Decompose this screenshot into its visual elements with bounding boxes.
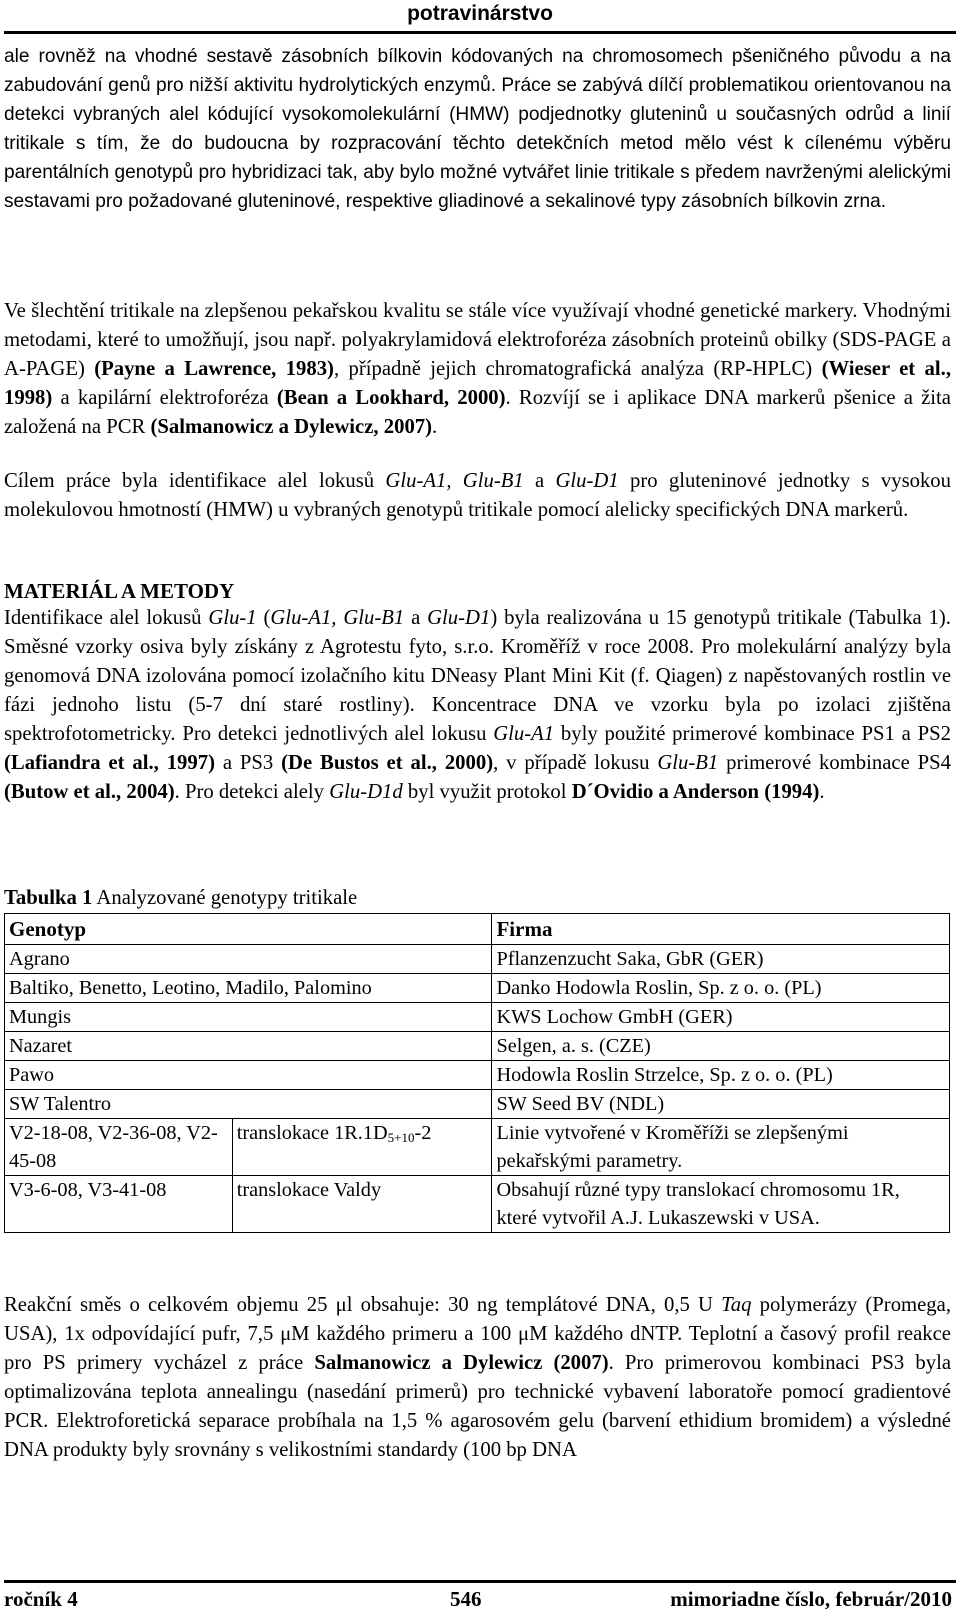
text: Ve šlechtění tritikale na zlepšenou pekařskou kvalitu se stále více využívají vhodné genetické markery. Vhodnými metodami, které to umožňují, jsou např. [4, 300, 951, 351]
text: -2 [414, 1122, 432, 1144]
footer-rule [4, 1580, 956, 1583]
locus: Glu-D1 [427, 607, 491, 629]
cell-genotype: Mungis [5, 1003, 492, 1032]
text: ale rovněž na vhodné sestavě zásobních bílkovin kódovaných na chromosomech pšeničného původu a na zabudování genů pro nižší aktivitu hydrolytických enzymů. [4, 46, 951, 96]
citation: , 1998) [4, 358, 951, 409]
paragraph-markers [4, 297, 951, 442]
table-caption [4, 884, 357, 913]
section-heading-methods: MATERIÁL A METODY [4, 579, 235, 603]
enzyme: Taq [721, 1294, 752, 1316]
table-row [5, 974, 950, 1003]
cell-genotype: Agrano [5, 945, 492, 974]
citation: D´Ovidio a Anderson (1994) [571, 781, 820, 803]
citation: (Butow et al. [4, 781, 117, 803]
locus: Glu-B1 [657, 752, 719, 774]
table-row [5, 1119, 950, 1176]
text: . [819, 781, 825, 803]
cell-genotype: Baltiko, Benetto, Leotino, Madilo, Palomino [5, 974, 492, 1003]
table-label: Tabulka 1 [4, 887, 93, 909]
paragraph-aim [4, 467, 951, 525]
paragraph-pcr [4, 1291, 951, 1465]
genotype-table [4, 913, 950, 1233]
paragraph-intro-1 [4, 42, 951, 216]
table-row [5, 1061, 950, 1090]
citation: , 2000) [431, 752, 494, 774]
text: pro gluteninové jednotky s vysokou molekulovou hmotností (HMW) u vybraných genotypů tritikale pomocí alelicky specifických DNA markerů. [4, 470, 951, 521]
text: primerové kombinace PS4 [718, 752, 951, 774]
citation: , 2004) [116, 781, 175, 803]
column-header-genotype: Genotyp [5, 914, 492, 945]
footer-issue: mimoriadne číslo, február/2010 [670, 1587, 952, 1611]
text: , [446, 470, 463, 492]
citation: (Lafiandra et al. [4, 752, 154, 774]
locus: Glu-1 [208, 607, 257, 629]
cell-genotype: SW Talentro [5, 1090, 492, 1119]
footer-page-number: 546 [450, 1587, 482, 1611]
citation: Salmanowicz a Dylewicz (2007) [314, 1352, 609, 1374]
text: byl využit protokol [402, 781, 572, 803]
text: . Rozvíjí se i aplikace DNA markerů pšenice a žita založená na PCR [4, 387, 951, 438]
table-row [5, 1090, 950, 1119]
locus: Glu-B1 [462, 470, 524, 492]
text: Práce se zabývá dílčí problematikou orientovanou na detekci vybraných alel kódující vysokomolekulární (HMW) podjednotky gluteninů u současných odrůd a linií tritikale s tím, že do budoucna by rozpracování těchto detekčních metod mělo vést k cílenému výběru parentálních genotypů pro hybridizaci tak, aby bylo možné vytvářet linie tritikale s předem navrženými alelickými sestavami pro požadované gluteninové, respektive gliadinové a sekalinové typy zásobních bílkovin zrna. [4, 75, 951, 212]
table-row [5, 1003, 950, 1032]
text: translokace 1R.1D [236, 1122, 388, 1144]
locus: Glu-D1 [555, 470, 619, 492]
citation: (De Bustos et al. [281, 752, 432, 774]
cell-note: translokace Valdy [232, 1176, 492, 1233]
cell-firm: KWS Lochow GmbH (GER) [492, 1003, 950, 1032]
citation: (Salmanowicz a Dylewicz, 2007) [150, 416, 433, 438]
text: a [523, 470, 556, 492]
cell-genotype: V2-18-08, V2-36-08, V2-45-08 [5, 1119, 233, 1176]
citation: (Payne a Lawrence, 1983) [94, 358, 334, 380]
footer-volume: ročník 4 [4, 1587, 78, 1611]
cell-note [232, 1119, 492, 1176]
paragraph-methods [4, 604, 951, 807]
table-row [5, 945, 950, 974]
table-row [5, 1176, 950, 1233]
text: byly použité primerové kombinace PS1 a PS2 [554, 723, 951, 745]
cell-genotype: Pawo [5, 1061, 492, 1090]
table-row [5, 1032, 950, 1061]
allele: Glu-D1d [329, 781, 403, 803]
text: ) byla realizována u 15 genotypů tritikale (Tabulka 1). Směsné vzorky osiva byly získány z Agrotestu fyto, s.r.o. Kroměříž v roce 2008. Pro molekulární analýzy byla genomová DNA izolována pomocí izolačního kitu DNeasy Plant Mini Kit (f. Qiagen) z napěstovaných rostlin ve fázi jednoho listu (5-7 dní staré rostliny). Koncentrace DNA ve vzorku byla po izolaci zjištěna spektrofotometricky. Pro detekci jednotlivých alel lokusu [4, 607, 951, 745]
locus: Glu-A1, Glu-B1 [270, 607, 405, 629]
text: . Pro detekci alely [174, 781, 330, 803]
text: Identifikace alel lokusů [4, 607, 209, 629]
text: polyakrylamidová elektroforéza zásobních proteinů obilky (SDS-PAGE a A-PAGE) [4, 329, 951, 380]
cell-firm: Selgen, a. s. (CZE) [492, 1032, 950, 1061]
table-header-row [5, 914, 950, 945]
subscript: 5+10 [387, 1130, 415, 1145]
column-header-firm: Firma [492, 914, 950, 945]
text: Cílem práce byla identifikace alel lokusů [4, 470, 386, 492]
cell-genotype: V3-6-08, V3-41-08 [5, 1176, 233, 1233]
cell-firm: Obsahují různé typy translokací chromosomu 1R, které vytvořil A.J. Lukaszewski v USA. [492, 1176, 950, 1233]
citation: (Bean a Lookhard, 2000) [276, 387, 506, 409]
citation: , 1997) [153, 752, 215, 774]
journal-title: potravinárstvo [407, 2, 553, 25]
cell-genotype: Nazaret [5, 1032, 492, 1061]
text: . [432, 416, 438, 438]
text: a [404, 607, 428, 629]
text: Reakční směs o celkovém objemu 25 μl obsahuje: 30 ng templátové DNA, 0,5 U [4, 1294, 722, 1316]
table-title: Analyzované genotypy tritikale [92, 887, 358, 909]
cell-firm: Pflanzenzucht Saka, GbR (GER) [492, 945, 950, 974]
cell-firm: SW Seed BV (NDL) [492, 1090, 950, 1119]
text: polymerázy (Promega, USA), 1x odpovídající pufr, 7,5 μM každého primeru a 100 μM každého dNTP. Teplotní a časový profil reakce pro PS primery vycházel z práce [4, 1294, 952, 1374]
locus: Glu-A1 [385, 470, 447, 492]
text: a kapilární elektroforéza [52, 387, 277, 409]
locus: Glu-A1 [493, 723, 555, 745]
header-rule [4, 31, 956, 34]
text: , případně jejich chromatografická analýza (RP-HPLC) [333, 358, 822, 380]
text: , v případě lokusu [493, 752, 658, 774]
cell-firm: Danko Hodowla Roslin, Sp. z o. o. (PL) [492, 974, 950, 1003]
cell-firm: Hodowla Roslin Strzelce, Sp. z o. o. (PL) [492, 1061, 950, 1090]
text: ( [256, 607, 271, 629]
text: a PS3 [214, 752, 282, 774]
citation: (Wieser et al. [821, 358, 946, 380]
text: . Pro primerovou kombinaci PS3 byla optimalizována teplota annealingu (nasedání primerů) pro technické vybavení laboratoře pomocí gradientové PCR. Elektroforetická separace probíhala na 1,5 % agarosovém gelu (barvení ethidium bromidem) a výsledné DNA produkty byly srovnány s velikostními standardy (100 bp DNA [4, 1352, 952, 1461]
cell-firm: Linie vytvořené v Kroměříži se zlepšenými pekařskými parametry. [492, 1119, 950, 1176]
